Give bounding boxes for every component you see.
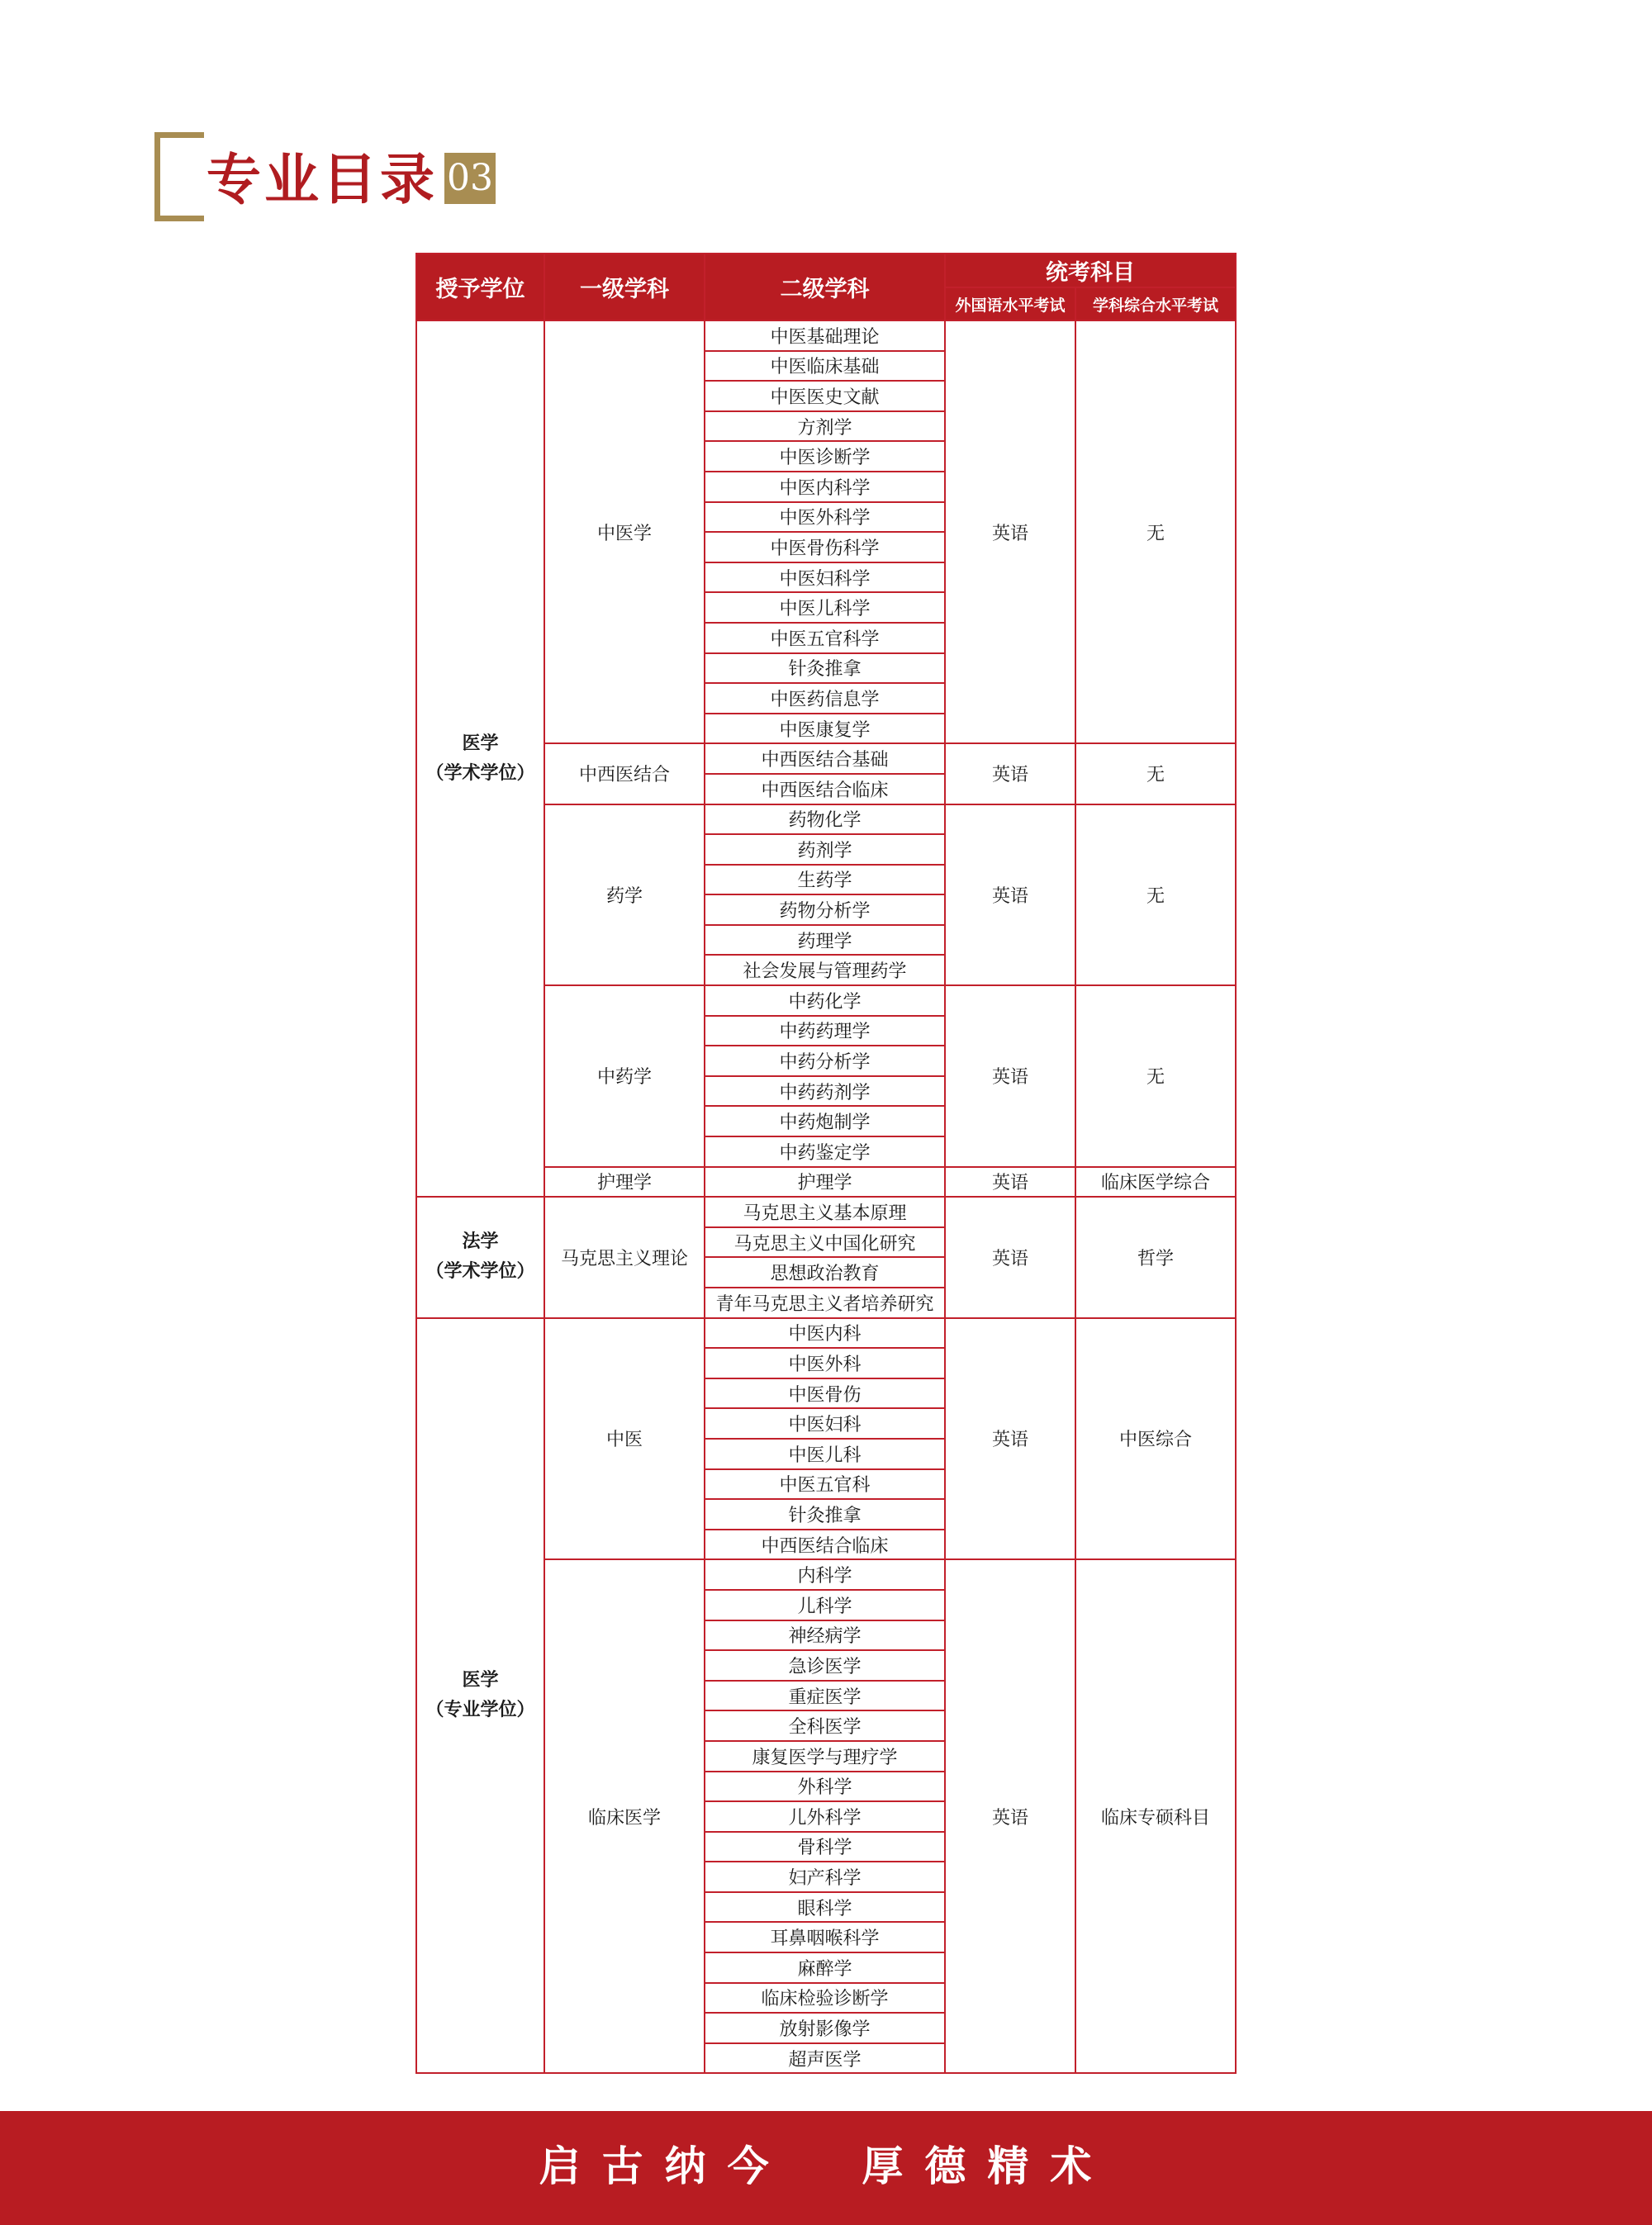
- secondary-discipline-cell: 药物化学: [705, 804, 945, 835]
- secondary-discipline-cell: 护理学: [705, 1167, 945, 1198]
- secondary-discipline-cell: 药理学: [705, 925, 945, 956]
- title-bracket: [154, 132, 204, 221]
- secondary-discipline-cell: 中医外科: [705, 1348, 945, 1378]
- degree-cell: [416, 1318, 544, 2074]
- secondary-discipline-cell: 麻醉学: [705, 1952, 945, 1983]
- header-exam-subjects: 统考科目: [945, 254, 1236, 287]
- secondary-discipline-cell: 中医儿科: [705, 1439, 945, 1469]
- secondary-discipline-cell: 马克思主义中国化研究: [705, 1227, 945, 1258]
- secondary-discipline-cell: 中药鉴定学: [705, 1136, 945, 1167]
- primary-discipline-cell: 护理学: [544, 1167, 705, 1198]
- secondary-discipline-cell: 中药药剂学: [705, 1076, 945, 1107]
- secondary-discipline-cell: 眼科学: [705, 1892, 945, 1923]
- primary-discipline-cell: 药学: [544, 804, 705, 986]
- secondary-discipline-cell: 超声医学: [705, 2043, 945, 2074]
- page-number-badge: 03: [444, 153, 496, 204]
- secondary-discipline-cell: 中药化学: [705, 985, 945, 1016]
- degree-cell: [416, 320, 544, 1197]
- secondary-discipline-cell: 中西医结合基础: [705, 743, 945, 774]
- secondary-discipline-cell: 妇产科学: [705, 1862, 945, 1892]
- table-row: [416, 320, 1236, 351]
- subject-exam-cell: 无: [1075, 320, 1236, 743]
- table-row: [416, 1318, 1236, 1349]
- primary-discipline-cell: 中西医结合: [544, 743, 705, 804]
- primary-discipline-cell: 马克思主义理论: [544, 1197, 705, 1317]
- degree-label-line: 法学: [462, 1231, 499, 1253]
- secondary-discipline-cell: 中医外科学: [705, 502, 945, 533]
- secondary-discipline-cell: 中医骨伤科学: [705, 532, 945, 562]
- header-primary-discipline: 一级学科: [544, 254, 705, 320]
- footer-slogan: 启古纳今 厚德精术: [539, 2142, 1113, 2190]
- foreign-language-exam-cell: 英语: [945, 743, 1075, 804]
- degree-label-line: 医学: [462, 1670, 499, 1691]
- secondary-discipline-cell: 临床检验诊断学: [705, 1983, 945, 2014]
- secondary-discipline-cell: 中医儿科学: [705, 592, 945, 623]
- foreign-language-exam-cell: 英语: [945, 320, 1075, 743]
- program-catalog-table: [415, 253, 1237, 2074]
- secondary-discipline-cell: 中医诊断学: [705, 441, 945, 472]
- secondary-discipline-cell: 中医妇科学: [705, 562, 945, 593]
- secondary-discipline-cell: 中西医结合临床: [705, 1530, 945, 1560]
- secondary-discipline-cell: 中药分析学: [705, 1046, 945, 1076]
- header-row: [416, 254, 1236, 287]
- secondary-discipline-cell: 中医五官科: [705, 1469, 945, 1500]
- degree-cell: [416, 1197, 544, 1317]
- secondary-discipline-cell: 生药学: [705, 865, 945, 895]
- secondary-discipline-cell: 中西医结合临床: [705, 774, 945, 804]
- foreign-language-exam-cell: 英语: [945, 1318, 1075, 1560]
- secondary-discipline-cell: 神经病学: [705, 1620, 945, 1651]
- secondary-discipline-cell: 方剂学: [705, 411, 945, 442]
- secondary-discipline-cell: 康复医学与理疗学: [705, 1741, 945, 1772]
- secondary-discipline-cell: 思想政治教育: [705, 1257, 945, 1288]
- secondary-discipline-cell: 骨科学: [705, 1832, 945, 1862]
- foreign-language-exam-cell: 英语: [945, 804, 1075, 986]
- secondary-discipline-cell: 放射影像学: [705, 2013, 945, 2043]
- secondary-discipline-cell: 中医临床基础: [705, 351, 945, 382]
- subject-exam-cell: 临床医学综合: [1075, 1167, 1236, 1198]
- secondary-discipline-cell: 外科学: [705, 1772, 945, 1802]
- secondary-discipline-cell: 中药炮制学: [705, 1106, 945, 1136]
- secondary-discipline-cell: 药剂学: [705, 834, 945, 865]
- secondary-discipline-cell: 儿科学: [705, 1590, 945, 1620]
- footer-band: [0, 2111, 1652, 2225]
- subject-exam-cell: 无: [1075, 985, 1236, 1167]
- header-degree: 授予学位: [416, 254, 544, 320]
- secondary-discipline-cell: 中医骨伤: [705, 1378, 945, 1409]
- table-row: [416, 1197, 1236, 1227]
- secondary-discipline-cell: 内科学: [705, 1559, 945, 1590]
- secondary-discipline-cell: 中医医史文献: [705, 381, 945, 411]
- primary-discipline-cell: 中医学: [544, 320, 705, 743]
- secondary-discipline-cell: 中医康复学: [705, 714, 945, 744]
- foreign-language-exam-cell: 英语: [945, 1197, 1075, 1317]
- table-body: [416, 320, 1236, 2073]
- secondary-discipline-cell: 中医内科: [705, 1318, 945, 1349]
- secondary-discipline-cell: 中医药信息学: [705, 683, 945, 714]
- secondary-discipline-cell: 重症医学: [705, 1681, 945, 1711]
- primary-discipline-cell: 中医: [544, 1318, 705, 1560]
- secondary-discipline-cell: 中药药理学: [705, 1016, 945, 1046]
- foreign-language-exam-cell: 英语: [945, 1167, 1075, 1198]
- degree-label-line: 医学: [462, 733, 499, 754]
- secondary-discipline-cell: 儿外科学: [705, 1801, 945, 1832]
- page-title: 专业目录: [206, 147, 438, 211]
- secondary-discipline-cell: 马克思主义基本原理: [705, 1197, 945, 1227]
- header-secondary-discipline: 二级学科: [705, 254, 945, 320]
- foreign-language-exam-cell: 英语: [945, 1559, 1075, 2073]
- degree-label-line: （学术学位）: [425, 1261, 535, 1283]
- secondary-discipline-cell: 急诊医学: [705, 1650, 945, 1681]
- foreign-language-exam-cell: 英语: [945, 985, 1075, 1167]
- header-foreign-language-exam: 外国语水平考试: [945, 287, 1075, 320]
- secondary-discipline-cell: 针灸推拿: [705, 653, 945, 684]
- primary-discipline-cell: 临床医学: [544, 1559, 705, 2073]
- subject-exam-cell: 临床专硕科目: [1075, 1559, 1236, 2073]
- subject-exam-cell: 无: [1075, 743, 1236, 804]
- secondary-discipline-cell: 药物分析学: [705, 894, 945, 925]
- secondary-discipline-cell: 青年马克思主义者培养研究: [705, 1288, 945, 1318]
- subject-exam-cell: 哲学: [1075, 1197, 1236, 1317]
- subject-exam-cell: 无: [1075, 804, 1236, 986]
- header-subject-exam: 学科综合水平考试: [1075, 287, 1236, 320]
- secondary-discipline-cell: 全科医学: [705, 1710, 945, 1741]
- subject-exam-cell: 中医综合: [1075, 1318, 1236, 1560]
- secondary-discipline-cell: 中医内科学: [705, 472, 945, 502]
- secondary-discipline-cell: 中医五官科学: [705, 623, 945, 653]
- secondary-discipline-cell: 耳鼻咽喉科学: [705, 1922, 945, 1952]
- primary-discipline-cell: 中药学: [544, 985, 705, 1167]
- secondary-discipline-cell: 针灸推拿: [705, 1499, 945, 1530]
- secondary-discipline-cell: 中医基础理论: [705, 320, 945, 351]
- secondary-discipline-cell: 中医妇科: [705, 1408, 945, 1439]
- degree-label-line: （学术学位）: [425, 762, 535, 784]
- degree-label-line: （专业学位）: [425, 1700, 535, 1721]
- secondary-discipline-cell: 社会发展与管理药学: [705, 955, 945, 985]
